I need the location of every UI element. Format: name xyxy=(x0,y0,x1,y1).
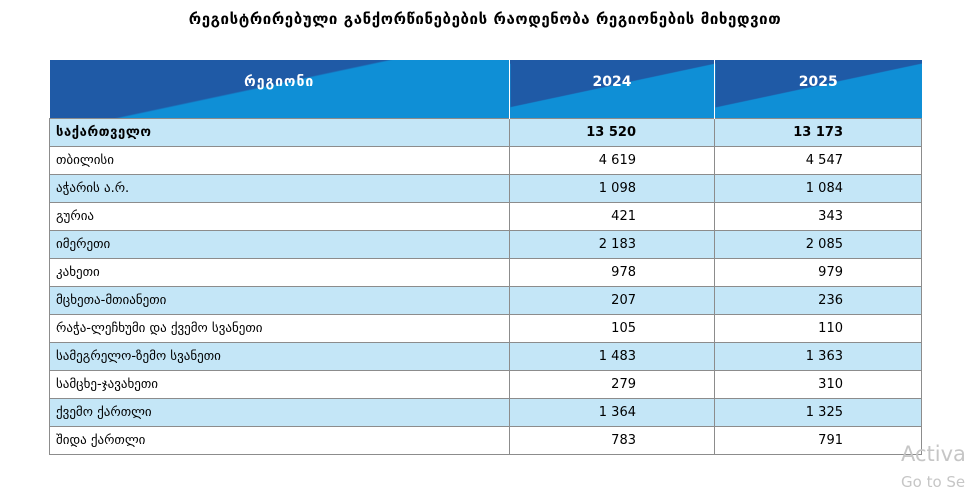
value-2024: 13 520 xyxy=(510,119,715,147)
value-2025: 310 xyxy=(715,371,922,399)
table-row xyxy=(50,343,922,371)
table-row xyxy=(50,287,922,315)
table-row xyxy=(50,399,922,427)
region-name: ქვემო ქართლი xyxy=(50,399,510,427)
activation-watermark xyxy=(901,441,966,493)
value-2025: 1 363 xyxy=(715,343,922,371)
table-header-row xyxy=(50,60,922,119)
region-name: სამცხე-ჯავახეთი xyxy=(50,371,510,399)
value-2024: 4 619 xyxy=(510,147,715,175)
value-2024: 279 xyxy=(510,371,715,399)
table-row xyxy=(50,371,922,399)
value-2025: 2 085 xyxy=(715,231,922,259)
value-2025: 979 xyxy=(715,259,922,287)
value-2025: 1 084 xyxy=(715,175,922,203)
value-2025: 343 xyxy=(715,203,922,231)
region-name: საქართველო xyxy=(50,119,510,147)
region-name: თბილისი xyxy=(50,147,510,175)
value-2024: 1 483 xyxy=(510,343,715,371)
table-row xyxy=(50,315,922,343)
header-2025: 2025 xyxy=(715,60,922,119)
header-region: რეგიონი xyxy=(50,60,510,119)
value-2025: 110 xyxy=(715,315,922,343)
region-name: კახეთი xyxy=(50,259,510,287)
value-2024: 783 xyxy=(510,427,715,455)
table-row xyxy=(50,259,922,287)
region-name: რაჭა-ლეჩხუმი და ქვემო სვანეთი xyxy=(50,315,510,343)
value-2024: 1 098 xyxy=(510,175,715,203)
table-row xyxy=(50,427,922,455)
region-name: შიდა ქართლი xyxy=(50,427,510,455)
value-2025: 1 325 xyxy=(715,399,922,427)
table-row xyxy=(50,203,922,231)
table-row xyxy=(50,147,922,175)
value-2025: 4 547 xyxy=(715,147,922,175)
watermark-line-2: Go to Se xyxy=(901,473,966,491)
value-2024: 978 xyxy=(510,259,715,287)
value-2025: 236 xyxy=(715,287,922,315)
value-2025: 791 xyxy=(715,427,922,455)
table-row xyxy=(50,175,922,203)
regions-table xyxy=(49,60,922,455)
region-name: იმერეთი xyxy=(50,231,510,259)
value-2025: 13 173 xyxy=(715,119,922,147)
table-row-total xyxy=(50,119,922,147)
region-name: მცხეთა-მთიანეთი xyxy=(50,287,510,315)
region-name: აჭარის ა.რ. xyxy=(50,175,510,203)
page-title: რეგისტრირებული განქორწინებების რაოდენობა რეგიონების მიხედვით xyxy=(188,10,782,28)
header-2024: 2024 xyxy=(510,60,715,119)
watermark-line-1: Activa xyxy=(901,442,966,466)
region-name: გურია xyxy=(50,203,510,231)
value-2024: 421 xyxy=(510,203,715,231)
value-2024: 105 xyxy=(510,315,715,343)
region-name: სამეგრელო-ზემო სვანეთი xyxy=(50,343,510,371)
table-row xyxy=(50,231,922,259)
value-2024: 2 183 xyxy=(510,231,715,259)
value-2024: 207 xyxy=(510,287,715,315)
value-2024: 1 364 xyxy=(510,399,715,427)
